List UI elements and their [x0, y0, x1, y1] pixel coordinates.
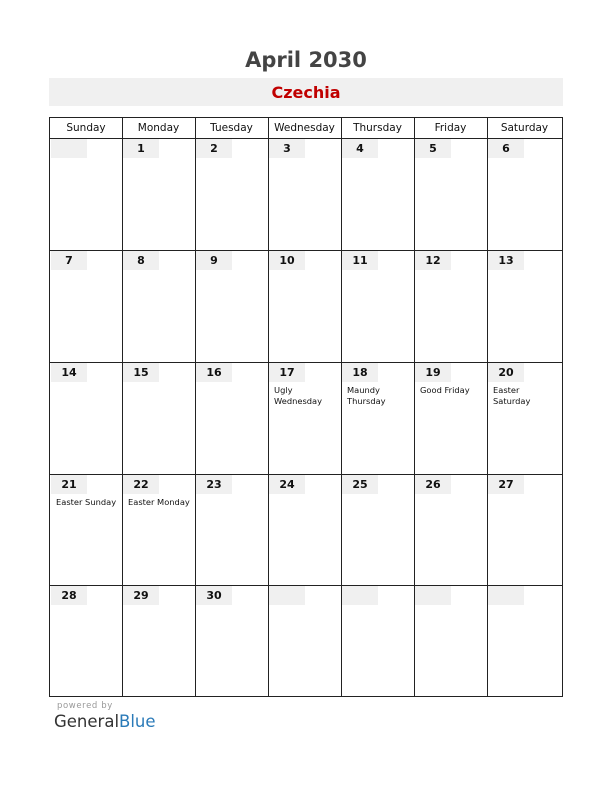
- holiday-label: Ugly Wednesday: [274, 385, 323, 406]
- day-number-box: [269, 363, 305, 382]
- day-number-box: [488, 475, 524, 494]
- holiday-label: Good Friday: [420, 385, 470, 395]
- day-number-box: [51, 251, 87, 270]
- day-cell[interactable]: [488, 586, 562, 696]
- day-number: 27: [498, 478, 514, 491]
- day-number: 30: [206, 589, 222, 602]
- day-number: 15: [133, 366, 149, 379]
- day-number: [415, 586, 451, 605]
- day-number-box: [342, 363, 378, 382]
- day-number-box: [123, 139, 159, 158]
- grid-line-vertical: [268, 118, 269, 696]
- day-cell[interactable]: [269, 251, 341, 362]
- day-number: 26: [425, 478, 441, 491]
- day-number-box: [269, 139, 305, 158]
- day-number-box: [51, 586, 87, 605]
- day-cell[interactable]: [196, 139, 268, 250]
- day-number: [488, 586, 524, 605]
- day-number-box: [342, 586, 378, 605]
- day-number: 24: [279, 478, 295, 491]
- holiday-label: Easter Saturday: [493, 385, 531, 406]
- day-number-box: [415, 139, 451, 158]
- day-cell[interactable]: [269, 586, 341, 696]
- day-number: 17: [279, 366, 295, 379]
- day-cell[interactable]: [415, 586, 487, 696]
- day-cell[interactable]: [488, 363, 562, 474]
- country-banner: [49, 78, 563, 106]
- grid-line-horizontal: [50, 362, 562, 363]
- day-number: 23: [206, 478, 222, 491]
- weekday-header-wednesday: Wednesday: [274, 122, 335, 134]
- day-cell[interactable]: [123, 139, 195, 250]
- day-number: 5: [429, 142, 437, 155]
- day-number-box: [415, 251, 451, 270]
- day-cell[interactable]: [269, 363, 341, 474]
- day-cell[interactable]: [342, 363, 414, 474]
- day-number-box: [488, 586, 524, 605]
- day-cell[interactable]: [51, 251, 122, 362]
- grid-line-horizontal: [50, 474, 562, 475]
- day-number-box: [123, 586, 159, 605]
- page-title: April 2030: [245, 48, 367, 72]
- day-cell[interactable]: [51, 586, 122, 696]
- grid-line-horizontal: [50, 585, 562, 586]
- day-cell[interactable]: [123, 363, 195, 474]
- day-cell[interactable]: [488, 475, 562, 585]
- grid-line-vertical: [414, 118, 415, 696]
- day-number-box: [488, 363, 524, 382]
- day-cell[interactable]: [415, 475, 487, 585]
- day-number-box: [196, 586, 232, 605]
- day-number-box: [488, 251, 524, 270]
- day-number-box: [415, 586, 451, 605]
- day-cell[interactable]: [196, 251, 268, 362]
- day-number-box: [123, 475, 159, 494]
- day-number: 25: [352, 478, 368, 491]
- day-number: 28: [61, 589, 77, 602]
- day-number: 3: [283, 142, 291, 155]
- day-cell[interactable]: [51, 363, 122, 474]
- grid-line-horizontal: [50, 138, 562, 139]
- day-cell[interactable]: [415, 251, 487, 362]
- weekday-header-tuesday: Tuesday: [210, 122, 253, 134]
- grid-line-vertical: [122, 118, 123, 696]
- day-cell[interactable]: [123, 475, 195, 585]
- weekday-header-saturday: Saturday: [500, 122, 549, 134]
- brand-blue: Blue: [119, 712, 156, 731]
- day-cell[interactable]: [269, 139, 341, 250]
- day-number-box: [269, 475, 305, 494]
- day-cell[interactable]: [342, 475, 414, 585]
- day-number: 18: [352, 366, 368, 379]
- day-number: 14: [61, 366, 77, 379]
- day-number: 6: [502, 142, 510, 155]
- day-number-box: [196, 475, 232, 494]
- day-number-box: [51, 475, 87, 494]
- day-cell[interactable]: [51, 139, 122, 250]
- day-cell[interactable]: [488, 139, 562, 250]
- day-cell[interactable]: [415, 139, 487, 250]
- holiday-label: Easter Sunday: [56, 497, 117, 507]
- day-number: 19: [425, 366, 441, 379]
- day-number: 22: [133, 478, 149, 491]
- brand-general: General: [54, 712, 120, 731]
- day-number: [51, 139, 87, 158]
- day-cell[interactable]: [488, 251, 562, 362]
- holiday-label: Easter Monday: [128, 497, 190, 507]
- day-number-box: [488, 139, 524, 158]
- day-number-box: [123, 251, 159, 270]
- day-number: 29: [133, 589, 149, 602]
- day-number: 2: [210, 142, 218, 155]
- day-number-box: [196, 251, 232, 270]
- day-cell[interactable]: [269, 475, 341, 585]
- day-number-box: [196, 363, 232, 382]
- holiday-label: Maundy Thursday: [347, 385, 386, 406]
- day-number: 16: [206, 366, 222, 379]
- day-number: 8: [137, 254, 145, 267]
- day-number: 20: [498, 366, 514, 379]
- day-number-box: [269, 586, 305, 605]
- day-number: 21: [61, 478, 77, 491]
- day-number-box: [269, 251, 305, 270]
- weekday-header-thursday: Thursday: [353, 122, 402, 134]
- country-name: Czechia: [271, 83, 341, 102]
- day-number: 11: [352, 254, 368, 267]
- day-cell[interactable]: [196, 363, 268, 474]
- day-number: 10: [279, 254, 295, 267]
- weekday-header-monday: Monday: [137, 122, 180, 134]
- day-number-box: [342, 475, 378, 494]
- day-cell[interactable]: [123, 586, 195, 696]
- day-cell[interactable]: [342, 586, 414, 696]
- calendar-grid: [49, 117, 563, 697]
- weekday-header-friday: Friday: [434, 122, 467, 134]
- day-number: 4: [356, 142, 364, 155]
- day-cell[interactable]: [415, 363, 487, 474]
- day-number: 12: [425, 254, 441, 267]
- day-number: 1: [137, 142, 145, 155]
- day-number: 7: [65, 254, 73, 267]
- day-number-box: [51, 139, 87, 158]
- day-number-box: [342, 139, 378, 158]
- grid-line-vertical: [195, 118, 196, 696]
- day-number: [342, 586, 378, 605]
- day-number-box: [342, 251, 378, 270]
- grid-line-vertical: [487, 118, 488, 696]
- powered-by-text: powered by: [57, 701, 113, 711]
- day-number: 13: [498, 254, 514, 267]
- day-number-box: [415, 475, 451, 494]
- weekday-header-sunday: Sunday: [66, 122, 106, 134]
- generalblue-logo[interactable]: [54, 712, 156, 731]
- day-number: 9: [210, 254, 218, 267]
- grid-line-vertical: [341, 118, 342, 696]
- day-cell[interactable]: [196, 586, 268, 696]
- day-number-box: [51, 363, 87, 382]
- day-number-box: [196, 139, 232, 158]
- day-number: [269, 586, 305, 605]
- day-cell[interactable]: [51, 475, 122, 585]
- day-number-box: [123, 363, 159, 382]
- day-cell[interactable]: [123, 251, 195, 362]
- day-cell[interactable]: [342, 139, 414, 250]
- grid-line-horizontal: [50, 250, 562, 251]
- day-cell[interactable]: [342, 251, 414, 362]
- day-number-box: [415, 363, 451, 382]
- day-cell[interactable]: [196, 475, 268, 585]
